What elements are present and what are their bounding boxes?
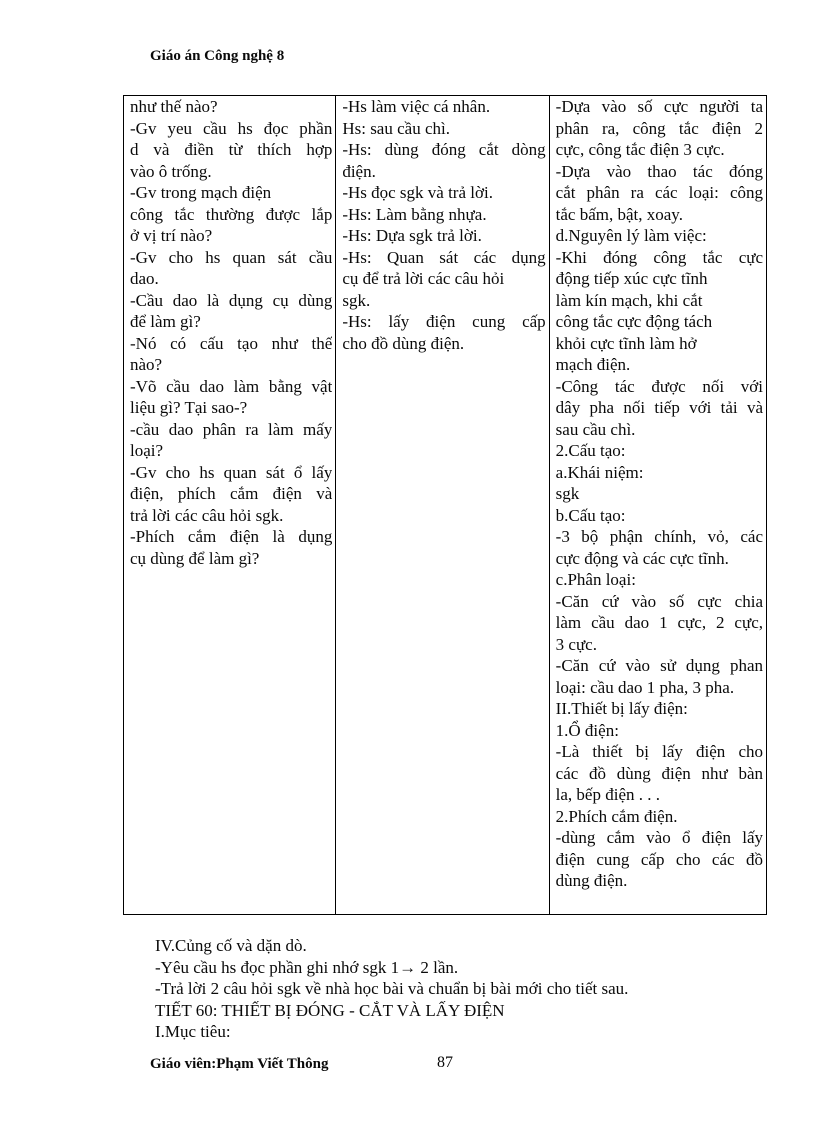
text-line: tắc bấm, bật, xoay. [555, 204, 683, 224]
text-line: 2.Cấu tạo: [555, 441, 626, 460]
table-row [124, 96, 767, 915]
text-line: -Hs: dùng đóng cắt dòng [342, 140, 546, 159]
lesson-table [123, 95, 767, 915]
text-line: -Cầu dao là dụng cụ dùng [130, 290, 333, 310]
text-line: -Gv yeu cầu hs đọc phần [130, 118, 333, 138]
text-line: c.Phân loại: [555, 570, 636, 589]
text-line: b.Cấu tạo: [555, 505, 626, 525]
text-line: -cầu dao phân ra làm mấy [130, 419, 333, 439]
footer-teacher-name: Giáo viên:Phạm Viết Thông [150, 1056, 329, 1072]
page-number: 87 [437, 1054, 453, 1071]
student-activity-column [336, 96, 549, 915]
text-line: trả lời các câu hỏi sgk. [130, 505, 284, 525]
text-line: sau cầu chì. [555, 419, 636, 439]
text-line: -Là thiết bị lấy điện cho [555, 742, 763, 761]
text-line: -3 bộ phận chính, vỏ, các [555, 527, 763, 546]
text-line: -Gv trong mạch điện [130, 183, 272, 202]
text-line: cụ dùng để làm gì? [130, 548, 260, 568]
text-line: -Hs: Làm bằng nhựa. [342, 204, 487, 224]
text-line: -dùng cắm vào ổ điện lấy [555, 828, 763, 847]
text-line: -Hs: Quan sát các dụng [342, 247, 546, 267]
text-line: động tiếp xúc cực tĩnh [555, 269, 708, 288]
text-line: để làm gì? [130, 312, 201, 331]
text-line: -Gv cho hs quan sát cầu [130, 247, 333, 267]
text-line: -Hs làm việc cá nhân. [342, 97, 491, 116]
text-line: -Võ cầu dao làm bằng vật [130, 376, 333, 396]
text-line: làm cầu dao 1 cực, 2 cực, [555, 613, 763, 632]
text-line: loại: cầu dao 1 pha, 3 pha. [555, 677, 735, 697]
text-line: mạch điện. [555, 355, 631, 374]
text-line: -Gv cho hs quan sát ổ lấy [130, 462, 333, 482]
text-line: -Khi đóng công tắc cực [555, 247, 763, 267]
text-line: dùng điện. [555, 871, 628, 890]
text-line: -Phích cắm điện là dụng [130, 527, 333, 546]
content-column [549, 96, 766, 915]
text-line: cho đồ dùng điện. [342, 333, 465, 353]
text-line: làm kín mạch, khi cắt [555, 290, 703, 310]
text-line: la, bếp điện . . . [555, 785, 660, 804]
text-line: khỏi cực tĩnh làm hở [555, 333, 697, 353]
text-line: công tắc cực động tách [555, 312, 713, 331]
text-line: cực động và các cực tĩnh. [555, 548, 729, 568]
text-line: -Nó có cấu tạo như thế [130, 333, 333, 353]
text-line: 3 cực. [555, 634, 597, 654]
lesson-title: TIẾT 60: THIẾT BỊ ĐÓNG - CẮT VÀ LẤY ĐIỆN [155, 1000, 505, 1020]
text-line: liệu gì? Tại sao-? [130, 398, 248, 417]
text-line: phân ra, công tắc điện 2 [555, 118, 763, 138]
text-line: dây pha nối tiếp với tải và [555, 398, 763, 417]
arrow-right-icon: → [399, 957, 417, 977]
text-line: loại? [130, 441, 164, 460]
text-fragment: -Yêu cầu hs đọc phần ghi nhớ sgk 1 [155, 957, 400, 977]
text-line: -Công tác được nối với [555, 376, 763, 396]
document-header-title: Giáo án Công nghệ 8 [150, 48, 285, 64]
text-line: như thế nào? [130, 97, 218, 116]
text-line: các đồ dùng điện như bàn [555, 763, 763, 783]
section-heading: I.Mục tiêu: [155, 1022, 231, 1041]
text-line: -Trả lời 2 câu hỏi sgk về nhà học bài và chuẩn bị bài mới cho tiết sau. [155, 979, 629, 998]
text-line: -Hs đọc sgk và trả lời. [342, 183, 493, 202]
text-line: nào? [130, 355, 163, 374]
text-line: a.Khái niệm: [555, 462, 644, 482]
text-line: -Dựa vào thao tác đóng [555, 161, 763, 181]
section-heading: IV.Củng cố và dặn dò. [155, 936, 307, 955]
text-line: -Hs: Dựa sgk trả lời. [342, 226, 482, 245]
text-line: dao. [130, 269, 159, 288]
text-line: -Hs: lấy điện cung cấp [342, 312, 546, 331]
text-line: II.Thiết bị lấy điện: [555, 699, 688, 718]
text-line: sgk. [342, 290, 371, 310]
text-line: -Căn cứ vào số cực chia [555, 591, 763, 611]
text-line: công tắc thường được lắp [130, 204, 333, 224]
text-line: 2.Phích cắm điện. [555, 806, 678, 826]
text-line: điện, phích cắm điện và [130, 484, 333, 503]
text-line: cụ để trả lời các câu hỏi [342, 269, 505, 288]
text-line: 1.Ổ điện: [555, 720, 619, 740]
text-fragment: 2 lần. [416, 957, 459, 977]
text-line: điện cung cấp cho các đồ [555, 849, 763, 869]
consolidation-section [155, 935, 628, 1043]
text-line: -Dựa vào số cực người ta [555, 97, 763, 116]
text-line: điện. [342, 161, 376, 181]
teacher-activity-column [124, 96, 336, 915]
text-line: d.Nguyên lý làm việc: [555, 226, 707, 245]
text-line: cắt phân ra các loại: công [555, 183, 763, 202]
text-line [155, 957, 628, 979]
text-line: vào ô trống. [130, 161, 212, 181]
text-line: sgk [555, 484, 580, 503]
text-line: -Căn cứ vào sử dụng phan [555, 656, 763, 675]
text-line: Hs: sau cầu chì. [342, 118, 450, 138]
text-line: ở vị trí nào? [130, 226, 213, 245]
text-line: cực, công tắc điện 3 cực. [555, 140, 725, 159]
text-line: d và điền từ thích hợp [130, 140, 333, 159]
